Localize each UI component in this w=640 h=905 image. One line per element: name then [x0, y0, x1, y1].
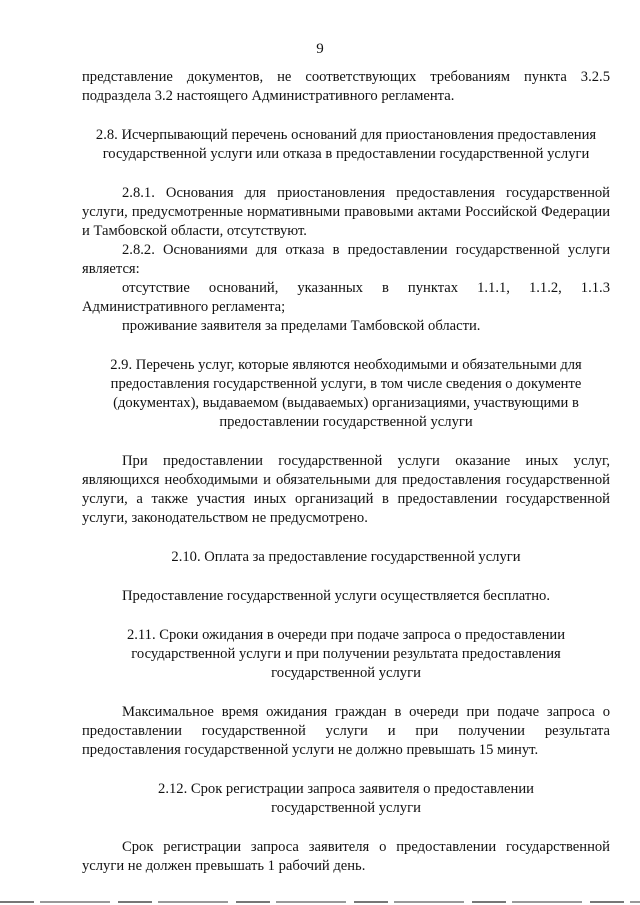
section-heading-2-9: 2.9. Перечень услуг, которые являются необходимыми и обязательными для предоставления государственной услуги, в том числе сведения о документе (документах), выдаваемом (выдаваемых) организациями, участвующими в предоставлении государственной услуги — [110, 357, 582, 430]
list-item-grounds: отсутствие оснований, указанных в пунктах 1.1.1, 1.1.2, 1.1.3 Административного регламента; — [82, 280, 610, 315]
page-number: 9 — [316, 41, 324, 57]
scan-edge-line — [0, 901, 640, 903]
page-body — [82, 68, 610, 876]
paragraph-2-9: При предоставлении государственной услуги оказание иных услуг, являющихся необходимыми и обязательными для предоставления государственной услуги, а также участия иных организаций в предоставлении государственной услуги, законодательством не предусмотрено. — [82, 453, 610, 526]
section-heading-2-11: 2.11. Сроки ожидания в очереди при подаче запроса о предоставлении государственной услуги и при получении результата предоставления государственной услуги — [126, 627, 566, 681]
paragraph-2-12: Срок регистрации запроса заявителя о предоставлении государственной услуги не должен превышать 1 рабочий день. — [82, 839, 610, 874]
paragraph-2-10: Предоставление государственной услуги осуществляется бесплатно. — [122, 588, 550, 604]
paragraph-2-11: Максимальное время ожидания граждан в очереди при подаче запроса о предоставлении государственной услуги и при получении результата предоставления государственной услуги не должно превышать 15 минут. — [82, 704, 610, 758]
list-item-residence: проживание заявителя за пределами Тамбовской области. — [122, 318, 481, 334]
paragraph-2-8-2: 2.8.2. Основаниями для отказа в предоставлении государственной услуги является: — [82, 242, 610, 277]
continued-paragraph: представление документов, не соответствующих требованиям пункта 3.2.5 подраздела 3.2 настоящего Административного регламента. — [82, 69, 610, 104]
section-heading-2-10: 2.10. Оплата за предоставление государственной услуги — [171, 549, 521, 565]
section-heading-2-12: 2.12. Срок регистрации запроса заявителя о предоставлении государственной услуги — [158, 781, 534, 816]
section-heading-2-8: 2.8. Исчерпывающий перечень оснований для приостановления предоставления государственной услуги или отказа в предоставлении государственной услуги — [95, 127, 597, 162]
paragraph-2-8-1: 2.8.1. Основания для приостановления предоставления государственной услуги, предусмотренные нормативными правовыми актами Российской Федерации и Тамбовской области, отсутствуют. — [82, 185, 610, 239]
